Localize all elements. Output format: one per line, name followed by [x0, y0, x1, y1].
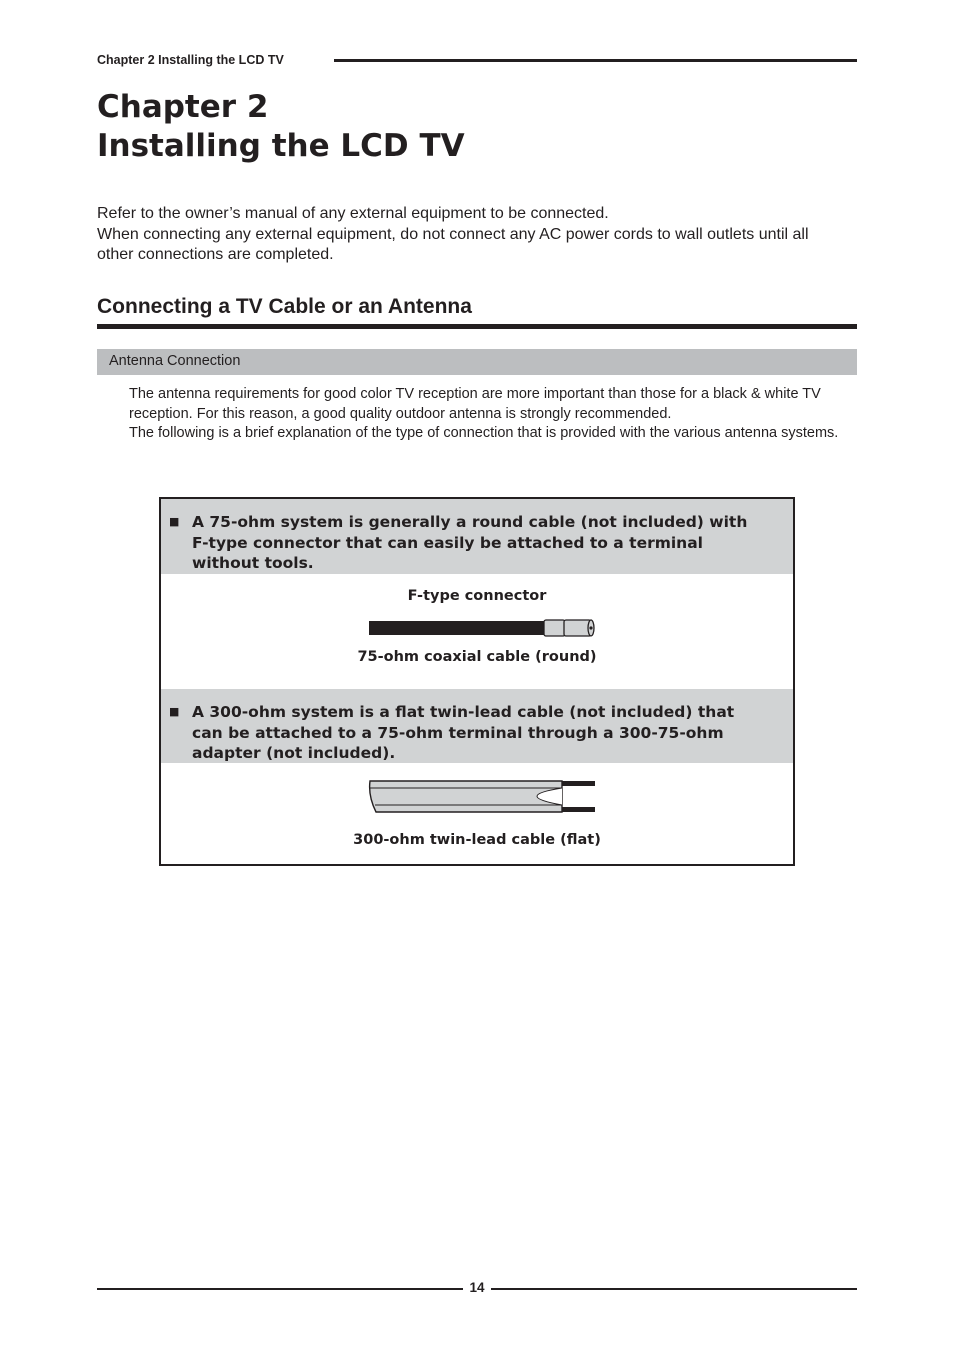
antenna-paragraph-2: The following is a brief explanation of the type of connection that is provided with the various antenna systems. — [129, 425, 839, 441]
f-type-connector-label: F-type connector — [407, 588, 547, 604]
note-75-ohm-text: A 75-ohm system is generally a round cable (not included) with F-type connector that can easily be attached to a terminal without tools. — [192, 513, 748, 572]
chapter-title — [97, 88, 465, 166]
intro-paragraph-2: When connecting any external equipment, do not connect any AC power cords to wall outlets until all other connections are completed. — [97, 225, 809, 263]
header-rule — [334, 59, 857, 62]
section-rule — [97, 324, 857, 329]
footer-rule-left — [97, 1288, 463, 1290]
coaxial-cable-label: 75-ohm coaxial cable (round) — [357, 649, 597, 665]
intro-text — [97, 204, 837, 266]
twin-lead-cable-label: 300-ohm twin-lead cable (flat) — [353, 832, 601, 848]
bullet-square-icon: ■ — [169, 515, 180, 528]
chapter-number: Chapter 2 — [97, 89, 269, 125]
antenna-description — [129, 385, 849, 444]
note-300-ohm-text: A 300-ohm system is a flat twin-lead cable (not included) that can be attached to a 75-ohm terminal through a 300-75-ohm adapter (not included). — [192, 703, 735, 762]
antenna-figure-box — [159, 497, 795, 866]
note-75-ohm — [161, 499, 793, 574]
page-number: 14 — [469, 1280, 485, 1295]
footer-rule-right — [491, 1288, 857, 1290]
subsection-heading: Antenna Connection — [97, 349, 857, 375]
antenna-paragraph-1: The antenna requirements for good color TV reception are more important than those for a black & white TV reception. For this reason, a good quality outdoor antenna is strongly recommended. — [129, 386, 821, 422]
section-title: Connecting a TV Cable or an Antenna — [97, 295, 472, 318]
intro-paragraph-1: Refer to the owner’s manual of any external equipment to be connected. — [97, 205, 609, 222]
note-300-ohm — [161, 689, 793, 763]
chapter-name: Installing the LCD TV — [97, 128, 465, 164]
coaxial-cable-icon — [366, 616, 598, 640]
bullet-square-icon: ■ — [169, 705, 180, 718]
twin-lead-cable-icon — [366, 778, 598, 818]
running-header: Chapter 2 Installing the LCD TV — [97, 53, 284, 67]
